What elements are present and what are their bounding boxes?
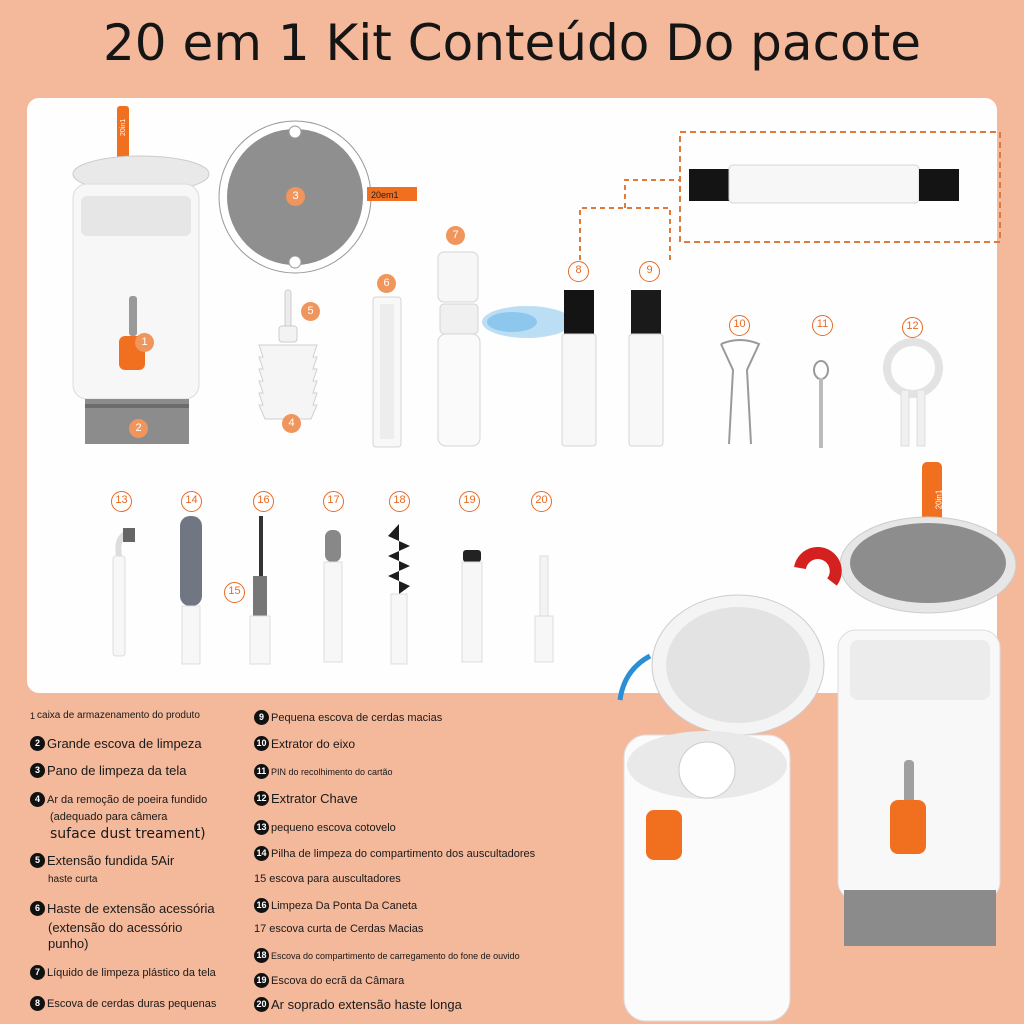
legend-text-17: escova curta de Cerdas Macias bbox=[269, 923, 424, 935]
legend-sub-6b: punho) bbox=[48, 936, 89, 951]
badge-15: 15 bbox=[224, 582, 245, 603]
badge-4: 4 bbox=[282, 414, 301, 433]
cloth-tag-label: 20em1 bbox=[371, 190, 399, 200]
legend-item-16 bbox=[254, 898, 417, 913]
legend-text-10: Extrator do eixo bbox=[271, 736, 356, 751]
legend-num-11: 11 bbox=[254, 764, 269, 779]
badge-1: 1 bbox=[135, 333, 154, 352]
badge-9: 9 bbox=[639, 261, 660, 282]
badge-18: 18 bbox=[389, 491, 410, 512]
product-open-illustration bbox=[600, 460, 1024, 1024]
shaft-extractor-illustration bbox=[715, 340, 765, 450]
legend-text-9: Pequena escova de cerdas macias bbox=[271, 711, 443, 724]
legend-text-15: escova para auscultadores bbox=[269, 873, 401, 885]
storage-box-illustration bbox=[71, 106, 211, 456]
legend-item-15 bbox=[254, 873, 401, 885]
legend-num-15: 15 bbox=[254, 873, 267, 885]
legend-item-19 bbox=[254, 973, 404, 988]
legend-item-14 bbox=[254, 846, 535, 861]
legend-item-4 bbox=[30, 792, 207, 807]
badge-10: 10 bbox=[729, 315, 750, 336]
legend-num-2: 2 bbox=[30, 736, 45, 751]
legend-num-1: 1 bbox=[30, 710, 36, 721]
page-title: 20 em 1 Kit Conteúdo Do pacote bbox=[102, 14, 922, 72]
legend-num-8: 8 bbox=[30, 996, 45, 1011]
badge-11: 11 bbox=[812, 315, 833, 336]
badge-3: 3 bbox=[286, 187, 305, 206]
legend-item-18 bbox=[254, 948, 520, 963]
legend-item-7 bbox=[30, 965, 216, 980]
legend-item-13 bbox=[254, 820, 396, 835]
double-brush-box bbox=[679, 131, 1001, 243]
badge-14: 14 bbox=[181, 491, 202, 512]
badge-8: 8 bbox=[568, 261, 589, 282]
cleaning-pen-illustration bbox=[177, 516, 207, 666]
badge-20: 20 bbox=[531, 491, 552, 512]
legend-item-2 bbox=[30, 736, 202, 751]
legend-num-10: 10 bbox=[254, 736, 269, 751]
legend-text-2: Grande escova de limpeza bbox=[47, 736, 202, 751]
legend-num-7: 7 bbox=[30, 965, 45, 980]
legend-num-13: 13 bbox=[254, 820, 269, 835]
badge-17: 17 bbox=[323, 491, 344, 512]
key-extractor-illustration bbox=[879, 340, 949, 450]
legend-num-16: 16 bbox=[254, 898, 269, 913]
legend-text-18: Escova do compartimento de carregamento do fone de ouvido bbox=[271, 950, 520, 961]
product-tag-label: 20in1 bbox=[934, 489, 944, 510]
badge-7: 7 bbox=[446, 226, 465, 245]
legend-sub-4b: suface dust treament) bbox=[50, 826, 206, 842]
legend-num-9: 9 bbox=[254, 710, 269, 725]
legend-text-11: PIN do recolhimento do cartão bbox=[271, 766, 393, 777]
badge-16: 16 bbox=[253, 491, 274, 512]
legend-num-14: 14 bbox=[254, 846, 269, 861]
legend-item-3 bbox=[30, 763, 186, 778]
legend-num-20: 20 bbox=[254, 997, 269, 1012]
legend-text-7: Líquido de limpeza plástico da tela bbox=[47, 966, 216, 979]
legend-item-17 bbox=[254, 923, 423, 935]
long-air-extension-illustration bbox=[529, 556, 559, 666]
badge-5: 5 bbox=[301, 302, 320, 321]
legend-item-8 bbox=[30, 996, 216, 1011]
legend-text-4: Ar da remoção de poeira fundido bbox=[47, 793, 208, 806]
legend-item-5 bbox=[30, 853, 174, 868]
legend-num-5: 5 bbox=[30, 853, 45, 868]
legend-text-1: caixa de armazenamento do produto bbox=[37, 710, 200, 721]
legend-sub-6a: (extensão do acessório bbox=[48, 920, 183, 935]
legend-num-4: 4 bbox=[30, 792, 45, 807]
legend-item-11 bbox=[254, 764, 393, 779]
legend-text-5: Extensão fundida 5Air bbox=[47, 853, 175, 868]
legend-item-6 bbox=[30, 901, 215, 916]
legend-num-19: 19 bbox=[254, 973, 269, 988]
legend-text-13: pequeno escova cotovelo bbox=[271, 821, 396, 834]
cleaning-cloth-illustration bbox=[217, 120, 427, 280]
spray-bottle-illustration bbox=[432, 248, 572, 453]
legend-text-16: Limpeza Da Ponta Da Caneta bbox=[271, 899, 418, 912]
hard-brush-illustration bbox=[561, 290, 597, 450]
svg-text:20in1: 20in1 bbox=[120, 118, 127, 136]
legend-text-8: Escova de cerdas duras pequenas bbox=[47, 997, 217, 1010]
legend-text-6: Haste de extensão acessória bbox=[47, 901, 215, 916]
charging-port-brush-illustration bbox=[384, 522, 414, 666]
legend-text-19: Escova do ecrã da Câmara bbox=[271, 974, 405, 987]
badge-6: 6 bbox=[377, 274, 396, 293]
legend-text-20: Ar soprado extensão haste longa bbox=[271, 997, 462, 1012]
legend-num-12: 12 bbox=[254, 791, 269, 806]
legend-item-10 bbox=[254, 736, 355, 751]
camera-brush-illustration bbox=[457, 550, 487, 666]
badge-2: 2 bbox=[129, 419, 148, 438]
legend-item-1 bbox=[30, 710, 200, 721]
badge-12: 12 bbox=[902, 317, 923, 338]
legend-column-right bbox=[254, 708, 594, 1018]
elbow-brush-illustration bbox=[109, 526, 139, 666]
legend-num-3: 3 bbox=[30, 763, 45, 778]
legend-item-12 bbox=[254, 791, 358, 806]
badge-19: 19 bbox=[459, 491, 480, 512]
extension-rod-illustration bbox=[370, 294, 406, 454]
soft-brush-illustration bbox=[628, 290, 664, 450]
legend-text-14: Pilha de limpeza do compartimento dos auscultadores bbox=[271, 847, 536, 860]
legend-column-left bbox=[30, 708, 260, 1018]
legend-item-20 bbox=[254, 997, 462, 1012]
badge-13: 13 bbox=[111, 491, 132, 512]
legend-num-18: 18 bbox=[254, 948, 269, 963]
sim-pin-illustration bbox=[811, 360, 831, 450]
legend-item-9 bbox=[254, 710, 442, 725]
legend-text-12: Extrator Chave bbox=[271, 791, 358, 806]
earphone-brush-illustration bbox=[247, 516, 277, 666]
legend-num-17: 17 bbox=[254, 923, 267, 935]
legend-sub-4a: (adequado para câmera bbox=[50, 811, 168, 823]
brush-connector-lines bbox=[577, 178, 687, 263]
legend-text-3: Pano de limpeza da tela bbox=[47, 763, 187, 778]
legend-sub-5: haste curta bbox=[48, 874, 98, 885]
soft-short-brush-illustration bbox=[319, 530, 349, 666]
legend-num-6: 6 bbox=[30, 901, 45, 916]
